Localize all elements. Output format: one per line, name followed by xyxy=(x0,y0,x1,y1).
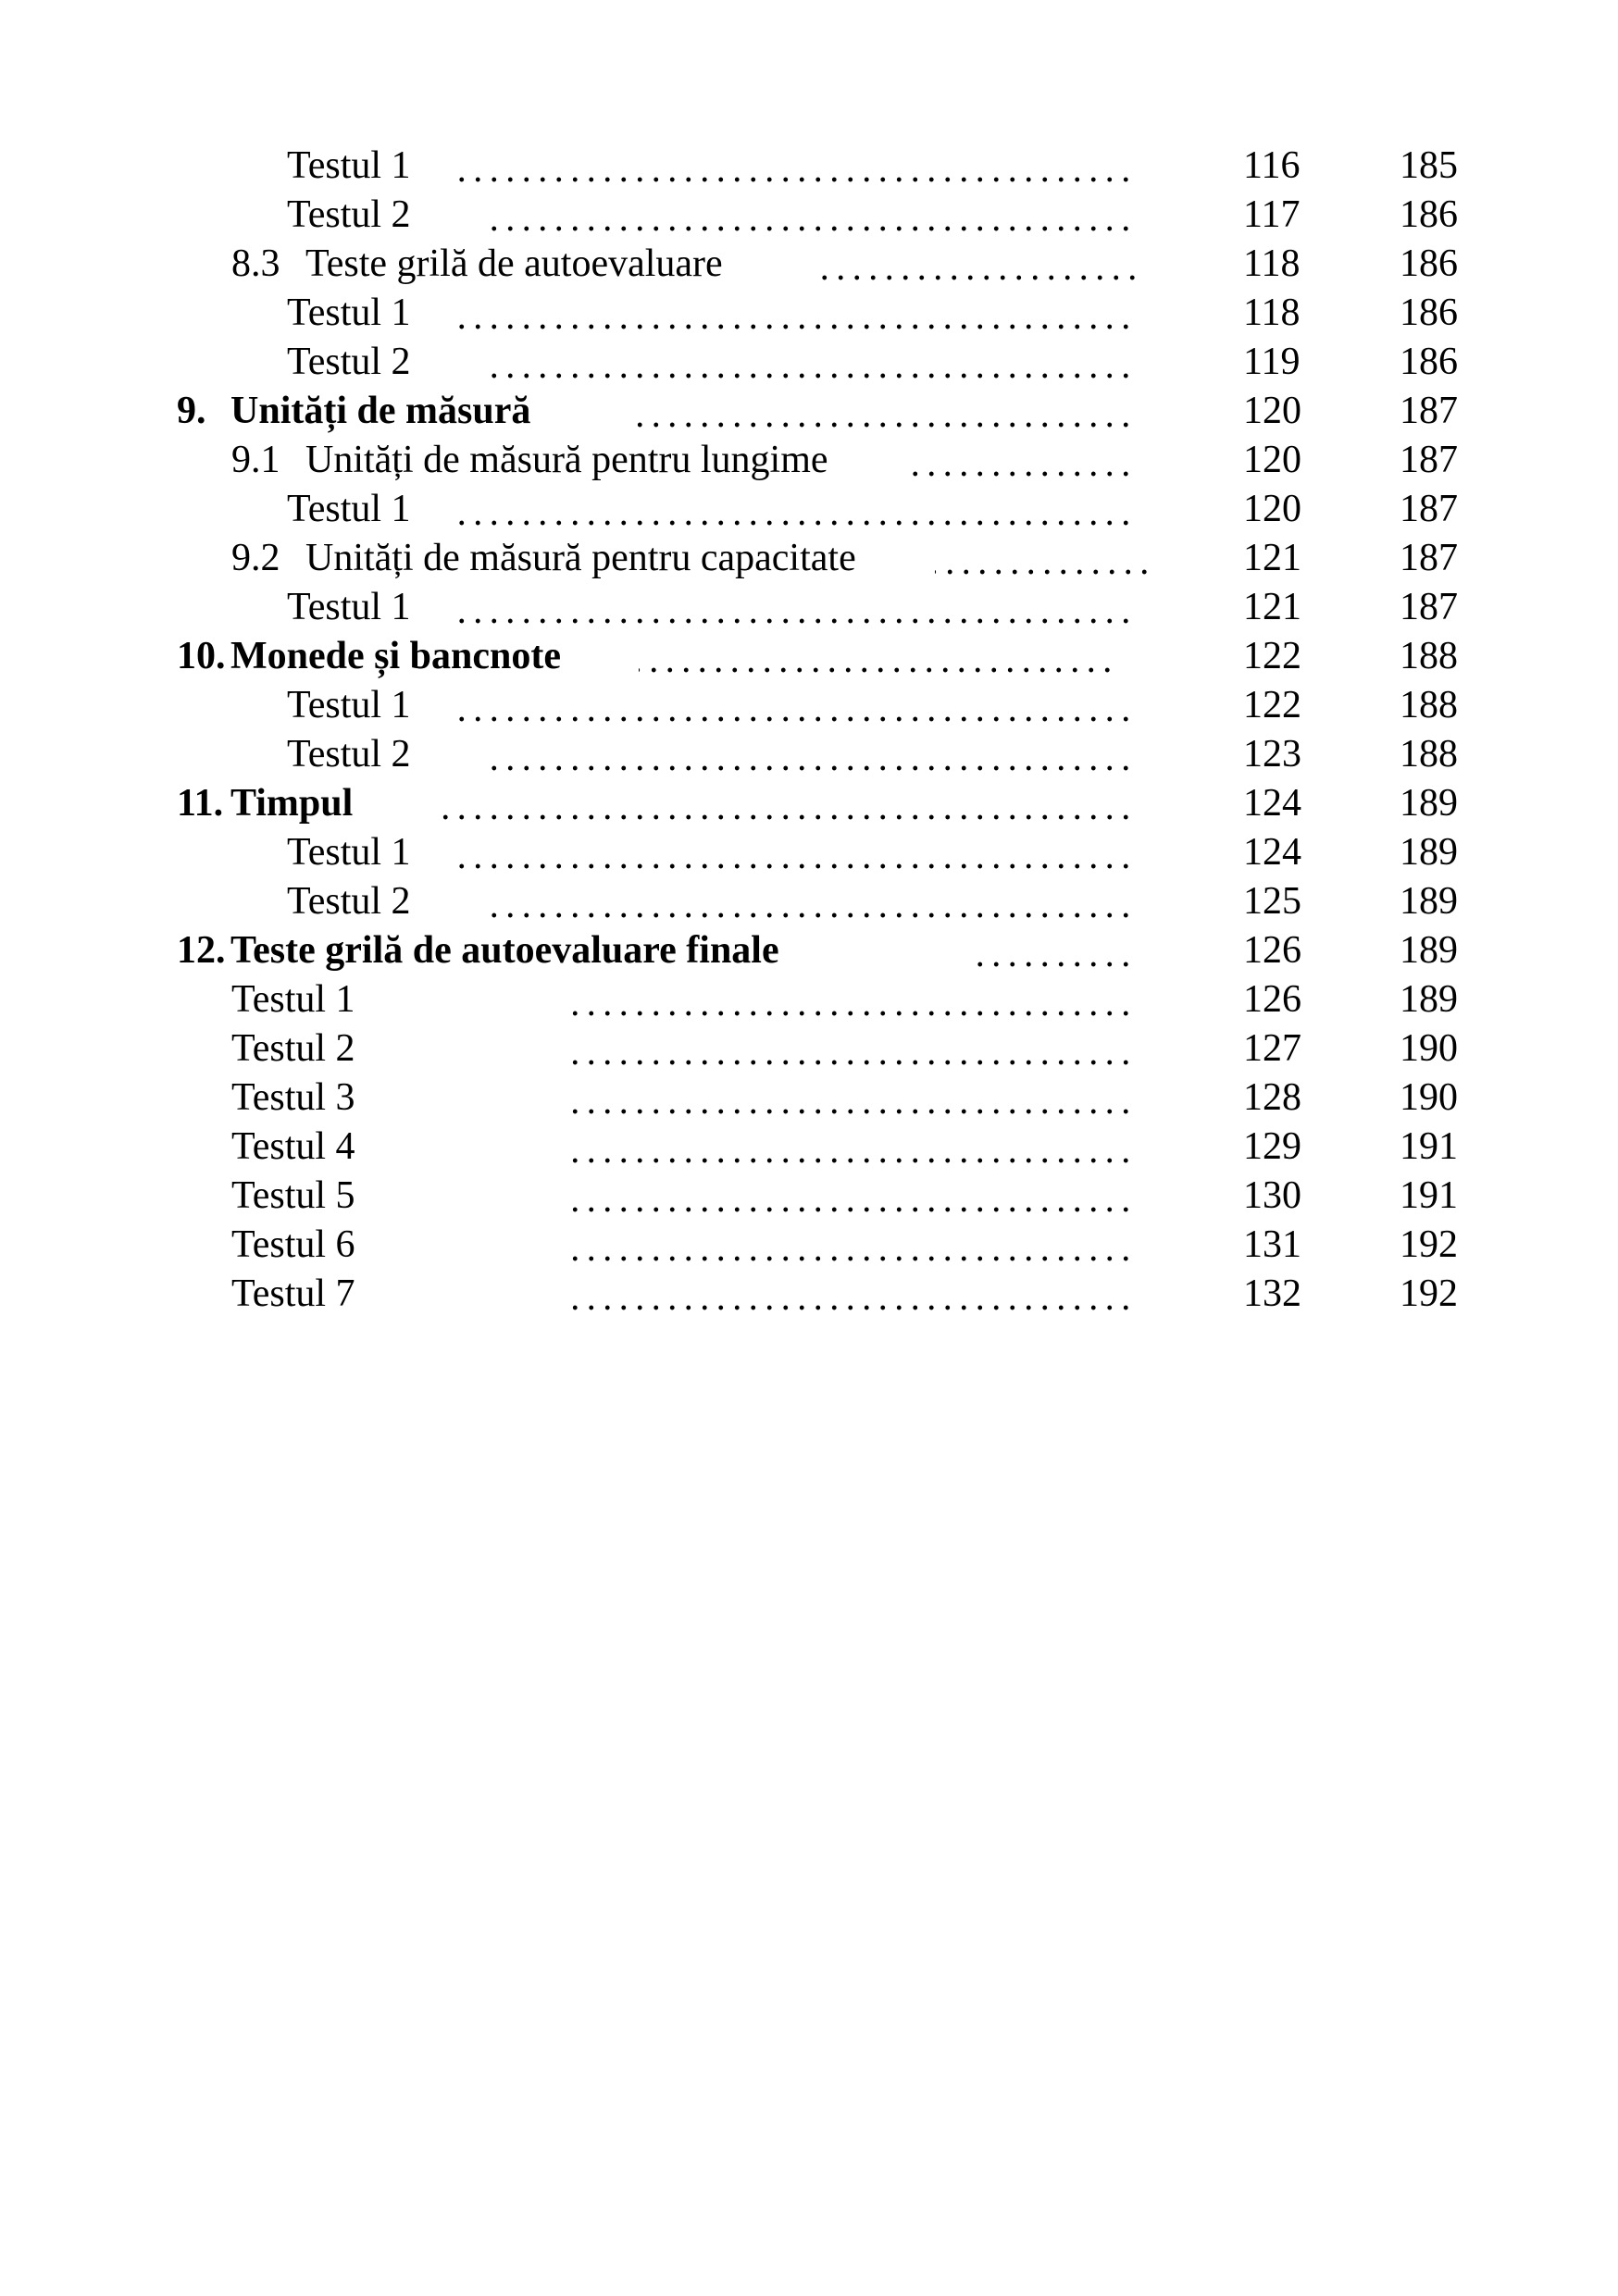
page-number-solutions: 190 xyxy=(1400,1027,1458,1070)
toc-entry xyxy=(0,1221,1618,1270)
section-label: Testul 1 xyxy=(287,684,411,726)
section-label: Testul 6 xyxy=(231,1223,355,1266)
page-number-solutions: 187 xyxy=(1400,390,1458,432)
section-number: 11. xyxy=(177,782,224,825)
page-number-solutions: 185 xyxy=(1400,144,1458,187)
toc-entry-title xyxy=(287,730,411,779)
section-label: Teste grilă de autoevaluare xyxy=(305,242,723,285)
section-label: Testul 1 xyxy=(231,978,355,1021)
dot-leader xyxy=(481,730,1134,779)
toc-entry-title xyxy=(287,289,411,338)
dot-leader xyxy=(815,240,1140,289)
dot-leader xyxy=(563,1024,1134,1074)
page-number-problems: 122 xyxy=(1243,684,1301,726)
page-number-problems: 123 xyxy=(1243,733,1301,776)
page-number-problems: 117 xyxy=(1243,193,1301,236)
page-number-solutions: 186 xyxy=(1400,341,1458,383)
dot-leader xyxy=(458,583,1134,632)
dot-leader xyxy=(977,926,1134,975)
toc-entry-title xyxy=(177,632,561,681)
toc-entry-title xyxy=(231,1074,355,1123)
dot-leader xyxy=(563,1123,1134,1172)
section-label: Testul 1 xyxy=(287,292,411,334)
page-number-problems: 124 xyxy=(1243,782,1301,825)
section-label: Unități de măsură pentru lungime xyxy=(305,439,828,481)
section-label: Teste grilă de autoevaluare finale xyxy=(230,929,779,972)
dot-leader xyxy=(458,142,1134,191)
page-number-problems: 118 xyxy=(1243,242,1301,285)
toc-entry xyxy=(0,730,1618,779)
page-number-problems: 129 xyxy=(1243,1125,1301,1168)
toc-entry xyxy=(0,877,1618,926)
toc-entry xyxy=(0,534,1618,583)
toc-entry xyxy=(0,436,1618,485)
dot-leader xyxy=(442,779,1134,828)
toc-entry xyxy=(0,338,1618,387)
toc-entry xyxy=(0,1024,1618,1074)
toc-entry xyxy=(0,142,1618,191)
section-label: Testul 4 xyxy=(231,1125,355,1168)
page-number-problems: 116 xyxy=(1243,144,1301,187)
toc-entry xyxy=(0,632,1618,681)
page-number-solutions: 187 xyxy=(1400,439,1458,481)
page-number-problems: 126 xyxy=(1243,978,1301,1021)
section-label: Testul 2 xyxy=(287,880,411,923)
section-number: 9. xyxy=(177,390,206,432)
toc-entry-title xyxy=(287,191,411,240)
section-label: Testul 1 xyxy=(287,144,411,187)
page-number-problems: 119 xyxy=(1243,341,1301,383)
dot-leader xyxy=(629,387,1134,436)
section-label: Testul 1 xyxy=(287,586,411,628)
section-number: 8.3 xyxy=(231,242,280,285)
page-number-problems: 130 xyxy=(1243,1174,1301,1217)
section-label: Testul 2 xyxy=(287,341,411,383)
page-number-solutions: 191 xyxy=(1400,1174,1458,1217)
page-number-problems: 128 xyxy=(1243,1076,1301,1119)
toc-entry-title xyxy=(231,975,355,1024)
section-label: Testul 5 xyxy=(231,1174,355,1217)
page-number-problems: 120 xyxy=(1243,390,1301,432)
section-label: Testul 2 xyxy=(231,1027,355,1070)
section-label: Testul 3 xyxy=(231,1076,355,1119)
toc-entry-title xyxy=(287,583,411,632)
page-number-problems: 120 xyxy=(1243,488,1301,530)
toc-entry-title xyxy=(287,142,411,191)
dot-leader xyxy=(481,877,1134,926)
page-number-problems: 127 xyxy=(1243,1027,1301,1070)
section-label: Monede și bancnote xyxy=(230,635,561,677)
page-number-problems: 131 xyxy=(1243,1223,1301,1266)
page-number-solutions: 189 xyxy=(1400,929,1458,972)
page-number-problems: 120 xyxy=(1243,439,1301,481)
section-label: Testul 7 xyxy=(231,1272,355,1315)
toc-entry-title xyxy=(287,828,411,877)
page-number-solutions: 189 xyxy=(1400,880,1458,923)
toc-entry-title xyxy=(287,681,411,730)
toc-entry-title xyxy=(177,387,530,436)
page-number-solutions: 188 xyxy=(1400,733,1458,776)
toc-entry xyxy=(0,975,1618,1024)
page-number-problems: 126 xyxy=(1243,929,1301,972)
page-number-solutions: 189 xyxy=(1400,831,1458,874)
dot-leader xyxy=(481,191,1134,240)
page-number-problems: 132 xyxy=(1243,1272,1301,1315)
toc-entry-title xyxy=(287,877,411,926)
dot-leader xyxy=(563,975,1134,1024)
toc-entry-title xyxy=(231,534,856,583)
toc-entry-title xyxy=(231,436,828,485)
toc-entry-title xyxy=(231,1123,355,1172)
toc-entry xyxy=(0,1172,1618,1221)
dot-leader xyxy=(563,1221,1134,1270)
dot-leader xyxy=(563,1074,1134,1123)
section-label: Testul 1 xyxy=(287,488,411,530)
page-number-problems: 121 xyxy=(1243,537,1301,579)
toc-entry-title xyxy=(231,240,723,289)
toc-entry xyxy=(0,1074,1618,1123)
toc-entry-title xyxy=(231,1172,355,1221)
dot-leader xyxy=(458,828,1134,877)
page-number-solutions: 187 xyxy=(1400,537,1458,579)
dot-leader xyxy=(458,485,1134,534)
page-number-solutions: 186 xyxy=(1400,292,1458,334)
page-number-solutions: 190 xyxy=(1400,1076,1458,1119)
dot-leader xyxy=(639,632,1115,681)
dot-leader xyxy=(935,534,1152,583)
page-number-solutions: 186 xyxy=(1400,193,1458,236)
toc-entry-title xyxy=(177,779,353,828)
toc-entry xyxy=(0,779,1618,828)
dot-leader xyxy=(563,1270,1134,1319)
toc-entry-title xyxy=(177,926,779,975)
page-number-solutions: 186 xyxy=(1400,242,1458,285)
toc-entry xyxy=(0,289,1618,338)
section-label: Unități de măsură pentru capacitate xyxy=(305,537,856,579)
section-label: Timpul xyxy=(230,782,354,825)
toc-entry xyxy=(0,926,1618,975)
page-number-problems: 118 xyxy=(1243,292,1301,334)
section-label: Testul 1 xyxy=(287,831,411,874)
toc-entry xyxy=(0,240,1618,289)
page-number-solutions: 187 xyxy=(1400,586,1458,628)
section-label: Unități de măsură xyxy=(230,390,531,432)
page-number-solutions: 187 xyxy=(1400,488,1458,530)
dot-leader xyxy=(563,1172,1134,1221)
toc-entry-title xyxy=(231,1024,355,1074)
page-number-solutions: 191 xyxy=(1400,1125,1458,1168)
toc-entry xyxy=(0,387,1618,436)
page-number-problems: 121 xyxy=(1243,586,1301,628)
page-number-solutions: 189 xyxy=(1400,978,1458,1021)
page-number-solutions: 188 xyxy=(1400,635,1458,677)
toc-entry-title xyxy=(287,338,411,387)
toc-entry xyxy=(0,681,1618,730)
toc-entry xyxy=(0,485,1618,534)
toc-entry xyxy=(0,1123,1618,1172)
toc-entry xyxy=(0,1270,1618,1319)
section-number: 9.1 xyxy=(231,439,280,481)
section-number: 10. xyxy=(177,635,226,677)
toc-entry xyxy=(0,828,1618,877)
section-number: 12. xyxy=(177,929,226,972)
toc-entry-title xyxy=(231,1270,355,1319)
toc-entry xyxy=(0,191,1618,240)
page-number-problems: 125 xyxy=(1243,880,1301,923)
page-number-problems: 124 xyxy=(1243,831,1301,874)
page-number-problems: 122 xyxy=(1243,635,1301,677)
section-label: Testul 2 xyxy=(287,733,411,776)
dot-leader xyxy=(912,436,1134,485)
toc-entry-title xyxy=(231,1221,355,1270)
page-number-solutions: 188 xyxy=(1400,684,1458,726)
toc-entry-title xyxy=(287,485,411,534)
dot-leader xyxy=(481,338,1134,387)
section-number: 9.2 xyxy=(231,537,280,579)
dot-leader xyxy=(458,289,1134,338)
page-number-solutions: 192 xyxy=(1400,1223,1458,1266)
toc-entry xyxy=(0,583,1618,632)
dot-leader xyxy=(458,681,1134,730)
page-number-solutions: 192 xyxy=(1400,1272,1458,1315)
page-number-solutions: 189 xyxy=(1400,782,1458,825)
section-label: Testul 2 xyxy=(287,193,411,236)
